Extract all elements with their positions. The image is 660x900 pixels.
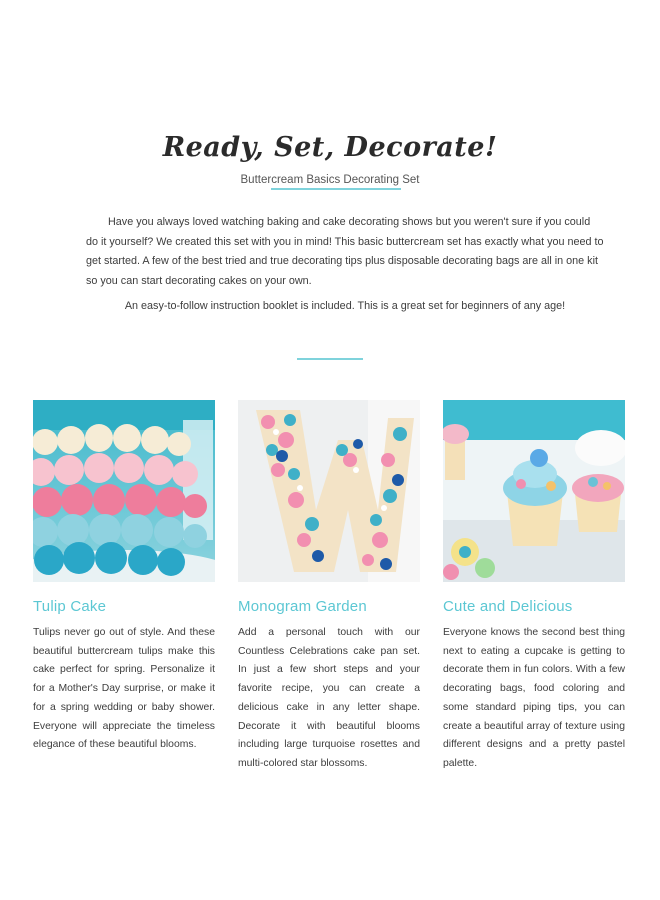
card-monogram-garden bbox=[238, 400, 420, 774]
card-cute-and-delicious bbox=[443, 400, 625, 774]
subtitle-underline bbox=[271, 188, 402, 190]
page-title: Ready, Set, Decorate! bbox=[162, 132, 498, 163]
card-title: Tulip Cake bbox=[33, 598, 107, 615]
monogram-cake-photo bbox=[238, 400, 420, 582]
header bbox=[0, 128, 660, 188]
card-description: Add a personal touch with our Countless Celebrations cake pan set. In just a few short steps and your favorite recipe, you can create a delicious cake in any letter shape. Decorate it with beautiful blooms including large turquoise rosettes and multi-colored star blossoms. bbox=[238, 627, 420, 769]
subtitle-text: Buttercream Basics Decorating Set bbox=[240, 174, 420, 186]
card-tulip-cake bbox=[33, 400, 215, 755]
intro-paragraph-2: An easy-to-follow instruction booklet is included. This is a great set for beginners of any age! bbox=[124, 300, 566, 312]
intro-section bbox=[86, 213, 604, 317]
page-subtitle bbox=[241, 172, 420, 188]
cupcakes-photo bbox=[443, 400, 625, 582]
card-title: Cute and Delicious bbox=[443, 598, 573, 615]
card-title: Monogram Garden bbox=[238, 598, 367, 615]
card-description: Tulips never go out of style. And these beautiful buttercream tulips make this cake perfect for spring. Personalize it for a Mother's Day surprise, or make it for a spring wedding or baby shower. Everyone will appreciate the timeless elegance of these beautiful blooms. bbox=[33, 627, 215, 751]
section-divider bbox=[297, 358, 363, 360]
tulip-cake-photo bbox=[33, 400, 215, 582]
card-description: Everyone knows the second best thing next to eating a cupcake is getting to decorate them in fun colors. With a few decorating bags, food coloring and some standard piping tips, you can create a beautiful array of texture using different designs and a pretty pastel palette. bbox=[443, 627, 625, 769]
intro-paragraph-1: Have you always loved watching baking and cake decorating shows but you weren't sure if you could do it yourself? We created this set with you in mind! This basic buttercream set has exactly what you need to get started. A few of the best tried and true decorating tips plus disposable decorating bags are all in one kit so you can start decorating cakes on your own. bbox=[86, 216, 604, 287]
